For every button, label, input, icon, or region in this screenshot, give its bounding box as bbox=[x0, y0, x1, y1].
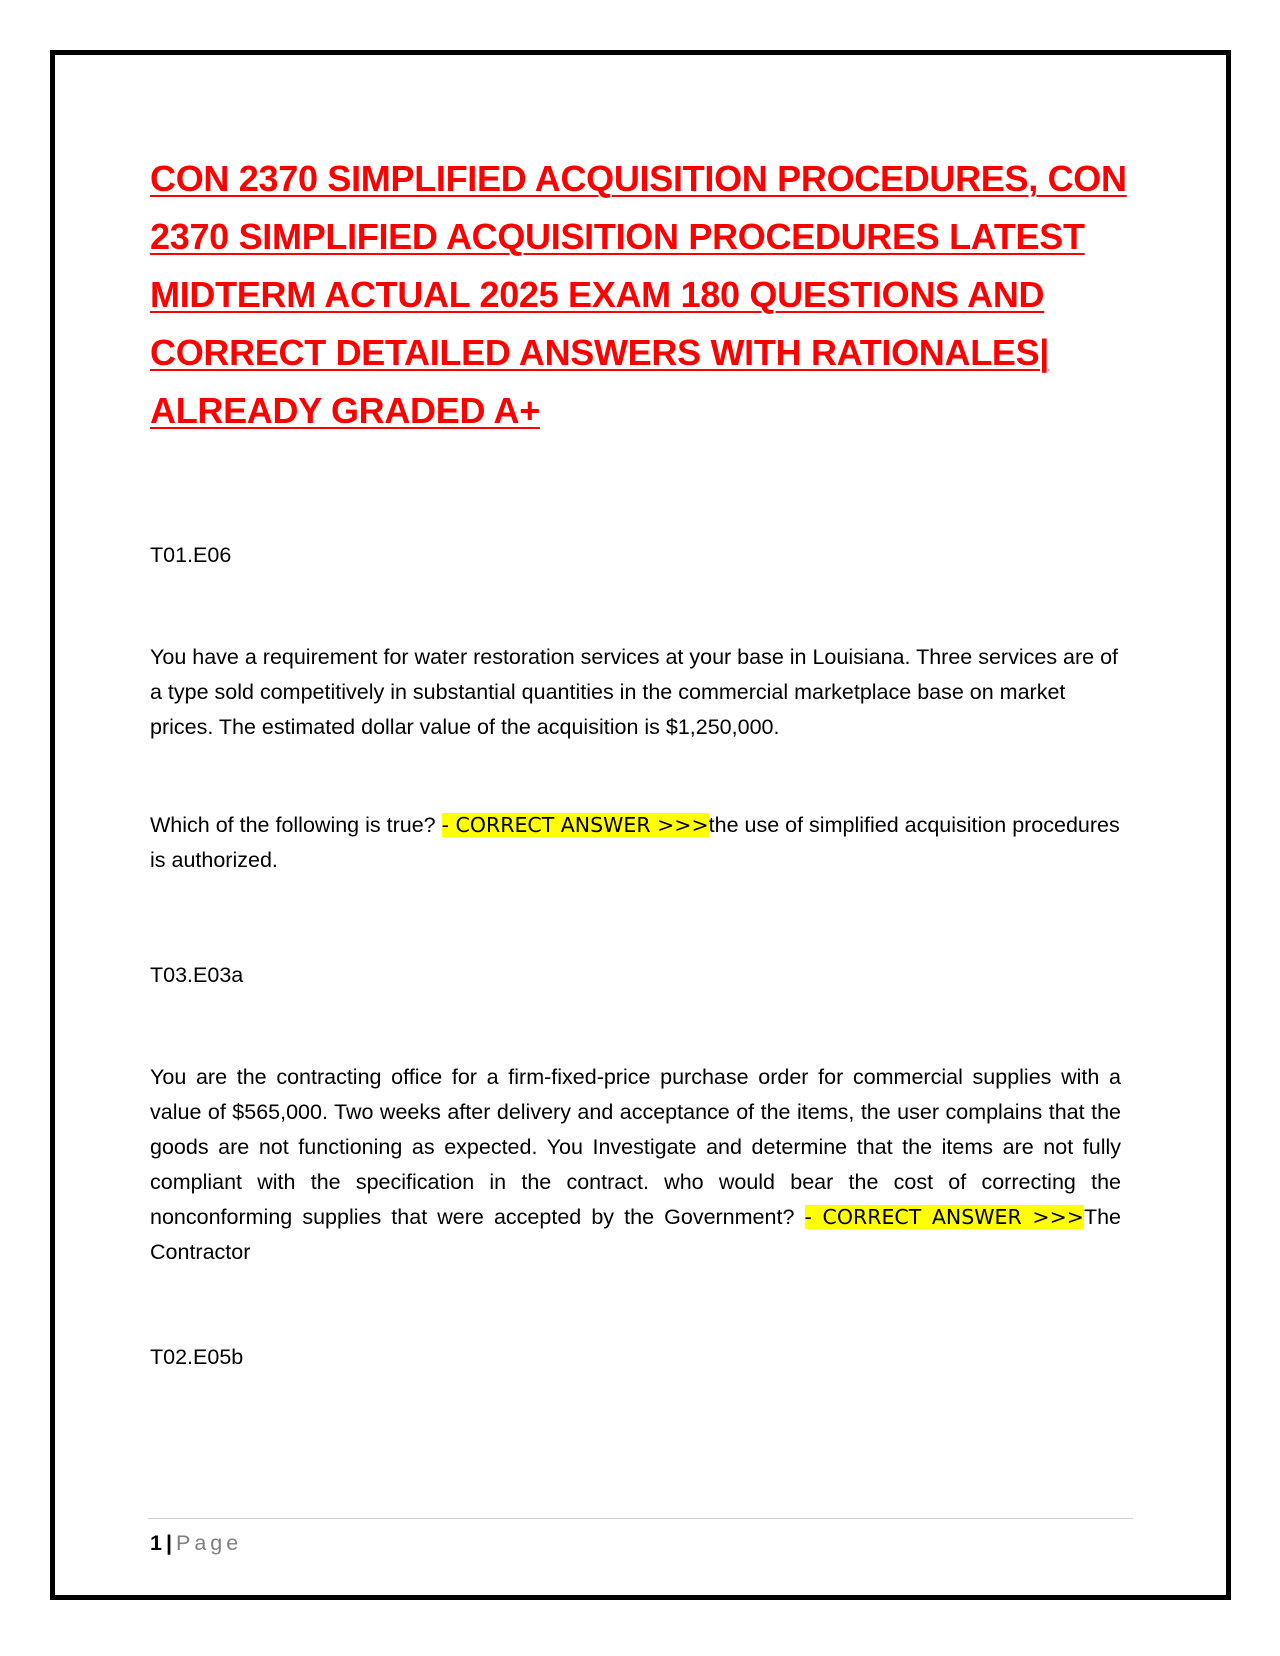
title-line: MIDTERM ACTUAL 2025 EXAM 180 QUESTIONS AND bbox=[150, 274, 1045, 315]
question-prompt bbox=[150, 1060, 1121, 1270]
question-stem: You have a requirement for water restoration services at your base in Louisiana. Three services are of a type sold competitively in substantial quantities in the commercial marketplace base on market prices. The estimated dollar value of the acquisition is $1,250,000. bbox=[150, 645, 1119, 739]
correct-answer-marker: - CORRECT ANSWER >>> bbox=[804, 1205, 1084, 1229]
footer-rule bbox=[148, 1518, 1133, 1519]
title-line: 2370 SIMPLIFIED ACQUISITION PROCEDURES LATEST bbox=[150, 216, 1085, 257]
question-code: T02.E05b bbox=[150, 1345, 244, 1369]
prompt-text: You are the contracting office for a firm-fixed-price purchase order for commercial supplies with a value of $565,000. Two weeks after delivery and acceptance of the items, the user complains that the goods are not functioning as expected. You Investigate and determine that the items are not fully compliant with the specification in the contract. who would bear the cost of correcting the nonconforming supplies that were accepted by the Government? bbox=[150, 1065, 1121, 1229]
title-line: ALREADY GRADED A+ bbox=[150, 390, 540, 431]
document-title bbox=[150, 150, 1140, 440]
footer-separator: | bbox=[165, 1531, 172, 1555]
page-label: Page bbox=[175, 1531, 243, 1555]
title-line: CORRECT DETAILED ANSWERS WITH RATIONALES| bbox=[150, 332, 1050, 373]
question-prompt bbox=[150, 808, 1121, 878]
answer-text: the use of simplified acquisition procedures is authorized. bbox=[150, 813, 1120, 872]
correct-answer-marker: - CORRECT ANSWER >>> bbox=[441, 813, 709, 837]
page-number: 1 bbox=[150, 1531, 162, 1555]
question-code: T03.E03a bbox=[150, 963, 244, 987]
prompt-text: Which of the following is true? bbox=[150, 813, 442, 837]
question-code: T01.E06 bbox=[150, 543, 232, 567]
answer-text: The Contractor bbox=[150, 1205, 1121, 1264]
page-footer bbox=[150, 1528, 242, 1558]
title-line: CON 2370 SIMPLIFIED ACQUISITION PROCEDURES, CON bbox=[150, 158, 1127, 199]
